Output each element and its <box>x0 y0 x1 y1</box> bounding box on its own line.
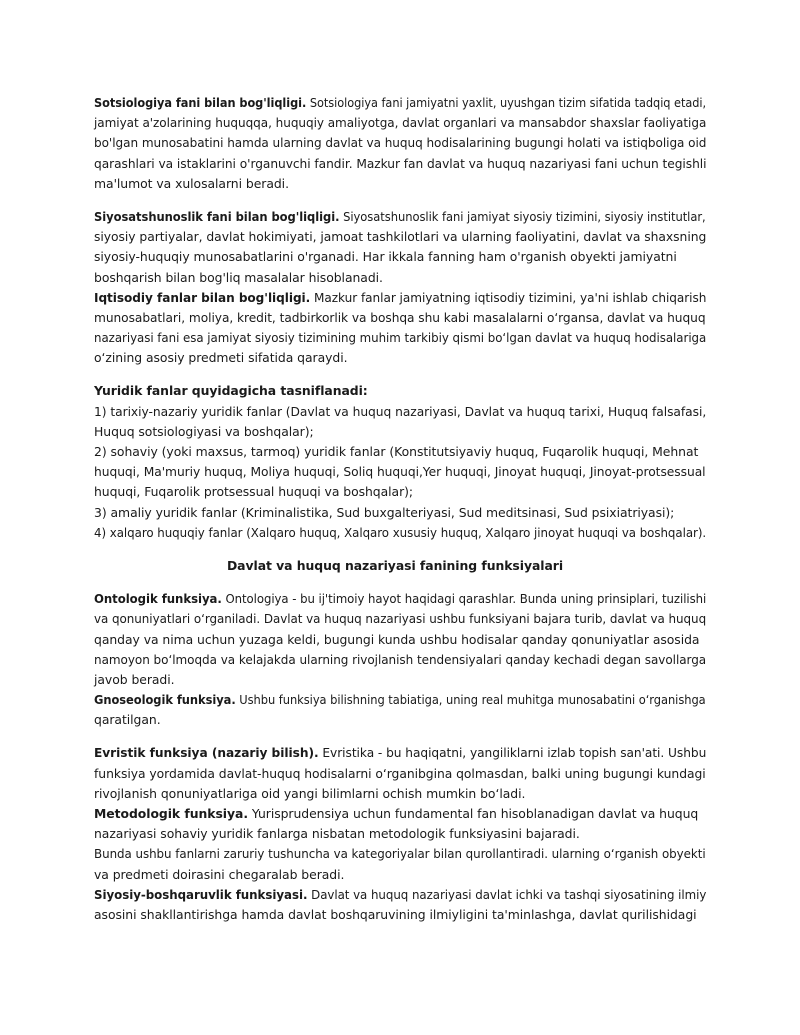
paragraph-line <box>94 743 707 763</box>
paragraph-text: Yurisprudensiya uchun fundamental fan hisoblanadigan davlat va huquq <box>247 806 699 821</box>
paragraph-text: Sotsiologiya fani jamiyatni yaxlit, uyushgan tizim sifatida tadqiq etadi, <box>306 95 707 110</box>
paragraph-line: javob beradi. <box>94 671 175 687</box>
list-item: 1) tarixiy-nazariy yuridik fanlar (Davlat va huquq nazariyasi, Davlat va huquq tarixi, Huquq falsafasi, <box>94 403 707 419</box>
list-item: Huquq sotsiologiyasi va boshqalar); <box>94 423 314 439</box>
paragraph-line: boshqarish bilan bog'liq masalalar hisoblanadi. <box>94 269 383 285</box>
paragraph-line: nazariyasi sohaviy yuridik fanlarga nisbatan metodologik funksiyasini bajaradi. <box>94 826 580 842</box>
paragraph-line: munosabatlari, moliya, kredit, tadbirkorlik va boshqa shu kabi masalalarni o‘rgansa, davlat va huquq <box>94 309 706 325</box>
list-item: huquqi, Ma'muriy huquq, Moliya huquqi, Soliq huquqi,Yer huquqi, Jinoyat huquqi, Jinoyat-protsessual <box>94 464 706 480</box>
paragraph-line: namoyon bo‘lmoqda va kelajakda ularning rivojlanish tendensiyalari qanday kechadi degan savollarga <box>94 651 707 667</box>
list-item: 2) sohaviy (yoki maxsus, tarmoq) yuridik fanlar (Konstitutsiyaviy huquq, Fuqarolik huquqi, Mehnat <box>94 444 699 459</box>
paragraph-line: qarashlari va istaklarini o'rganuvchi fandir. Mazkur fan davlat va huquq nazariyasi fani uchun tegishli <box>94 155 707 171</box>
list-item: huquqi, Fuqarolik protsessual huquqi va boshqalar); <box>94 484 414 500</box>
paragraph-line: funksiya yordamida davlat-huquq hodisalarni o‘rganibgina qolmasdan, balki uning bugungi kundagi <box>94 765 706 781</box>
paragraph-gap <box>94 194 706 207</box>
paragraph-line <box>94 288 707 308</box>
paragraph-line: nazariyasi fani esa jamiyat siyosiy tizimining muhim tarkibiy qismi bo‘lgan davlat va huquq hodisalariga <box>94 330 707 346</box>
list-item: 4) xalqaro huquqiy fanlar (Xalqaro huquq, Xalqaro xususiy huquq, Xalqaro jinoyat huquqi va boshqalar). <box>94 524 707 540</box>
section-heading: Evristik funksiya (nazariy bilish). <box>94 745 319 761</box>
paragraph-gap <box>94 543 706 556</box>
section-heading: Siyosiy-boshqaruvlik funksiyasi. <box>94 886 308 902</box>
paragraph-line: bo'lgan munosabatini hamda ularning davlat va huquq hodisalarining bugungi holati va istiqboliga oid <box>94 135 707 151</box>
paragraph-line <box>94 885 707 905</box>
paragraph-line: asosini shakllantirishga hamda davlat boshqaruvining ilmiyligini ta'minlashga, davlat qurilishidagi <box>94 906 697 922</box>
document-page <box>94 93 706 925</box>
paragraph-text: Siyosatshunoslik fani jamiyat siyosiy tizimini, siyosiy institutlar, <box>339 208 706 224</box>
paragraph-line: va qonuniyatlari o‘rganiladi. Davlat va huquq nazariyasi ushbu funksiyani bajara turib, davlat va huquq <box>94 611 707 627</box>
paragraph-line: rivojlanish qonuniyatlariga oid yangi bilimlarni ochish mumkin bo‘ladi. <box>94 785 526 801</box>
paragraph-gap <box>94 576 706 589</box>
paragraph-line: o‘zining asosiy predmeti sifatida qaraydi. <box>94 350 348 366</box>
paragraph-line: qaratilgan. <box>94 712 161 728</box>
paragraph-text: Ontologiya - bu ij'timoiy hayot haqidagi qarashlar. Bunda uning prinsiplari, tuzilishi <box>221 591 707 607</box>
paragraph-line: siyosiy-huquqiy munosabatlarini o'rganadi. Har ikkala fanning ham o'rganish obyekti jamiyatni <box>94 249 677 265</box>
section-heading: Ontologik funksiya. <box>94 591 222 607</box>
section-heading: Gnoseologik funksiya. <box>94 692 236 708</box>
section-heading: Sotsiologiya fani bilan bog'liqligi. <box>94 95 307 110</box>
paragraph-line: ma'lumot va xulosalarni beradi. <box>94 175 289 191</box>
paragraph-text: Evristika - bu haqiqatni, yangiliklarni izlab topish san'ati. Ushbu <box>318 745 707 761</box>
paragraph-line <box>94 207 706 227</box>
paragraph-line <box>94 381 706 401</box>
paragraph-text: Ushbu funksiya bilishning tabiatiga, uning real muhitga munosabatini o‘rganishga <box>235 692 706 708</box>
paragraph-gap <box>94 368 706 381</box>
list-item: 3) amaliy yuridik fanlar (Kriminalistika, Sud buxgalteriyasi, Sud meditsinasi, Sud psixiatriyasi); <box>94 504 675 520</box>
paragraph-line <box>94 93 707 113</box>
section-title: Davlat va huquq nazariyasi fanining funksiyalari <box>226 557 564 573</box>
paragraph-line <box>94 804 706 824</box>
paragraph-line: qanday va nima uchun yuzaga keldi, bugungi kunda ushbu hodisalar qanday qonuniyatlar asosida <box>94 631 700 647</box>
section-heading: Metodologik funksiya. <box>94 806 248 821</box>
section-heading: Siyosatshunoslik fani bilan bog'liqligi. <box>94 208 340 224</box>
paragraph-text: Davlat va huquq nazariyasi davlat ichki va tashqi siyosatining ilmiy <box>307 886 707 902</box>
section-heading: Yuridik fanlar quyidagicha tasniflanadi: <box>94 383 368 399</box>
section-heading: Iqtisodiy fanlar bilan bog'liqligi. <box>94 289 311 305</box>
paragraph-line: siyosiy partiyalar, davlat hokimiyati, jamoat tashkilotlari va ularning faoliyatini, davlat va shaxsning <box>94 229 707 245</box>
paragraph-line: va predmeti doirasini chegaralab beradi. <box>94 866 345 882</box>
paragraph-line <box>94 589 707 609</box>
paragraph-line: Bunda ushbu fanlarni zaruriy tushuncha va kategoriyalar bilan qurollantiradi. ularning o‘rganish obyekti <box>94 846 706 862</box>
paragraph-text: Mazkur fanlar jamiyatning iqtisodiy tizimini, ya'ni ishlab chiqarish <box>310 289 707 305</box>
paragraph-line: jamiyat a'zolarining huquqqa, huquqiy amaliyotga, davlat organlari va mansabdor shaxslar faoliyatiga <box>94 115 707 131</box>
paragraph-line <box>94 690 706 710</box>
paragraph-gap <box>94 730 706 743</box>
